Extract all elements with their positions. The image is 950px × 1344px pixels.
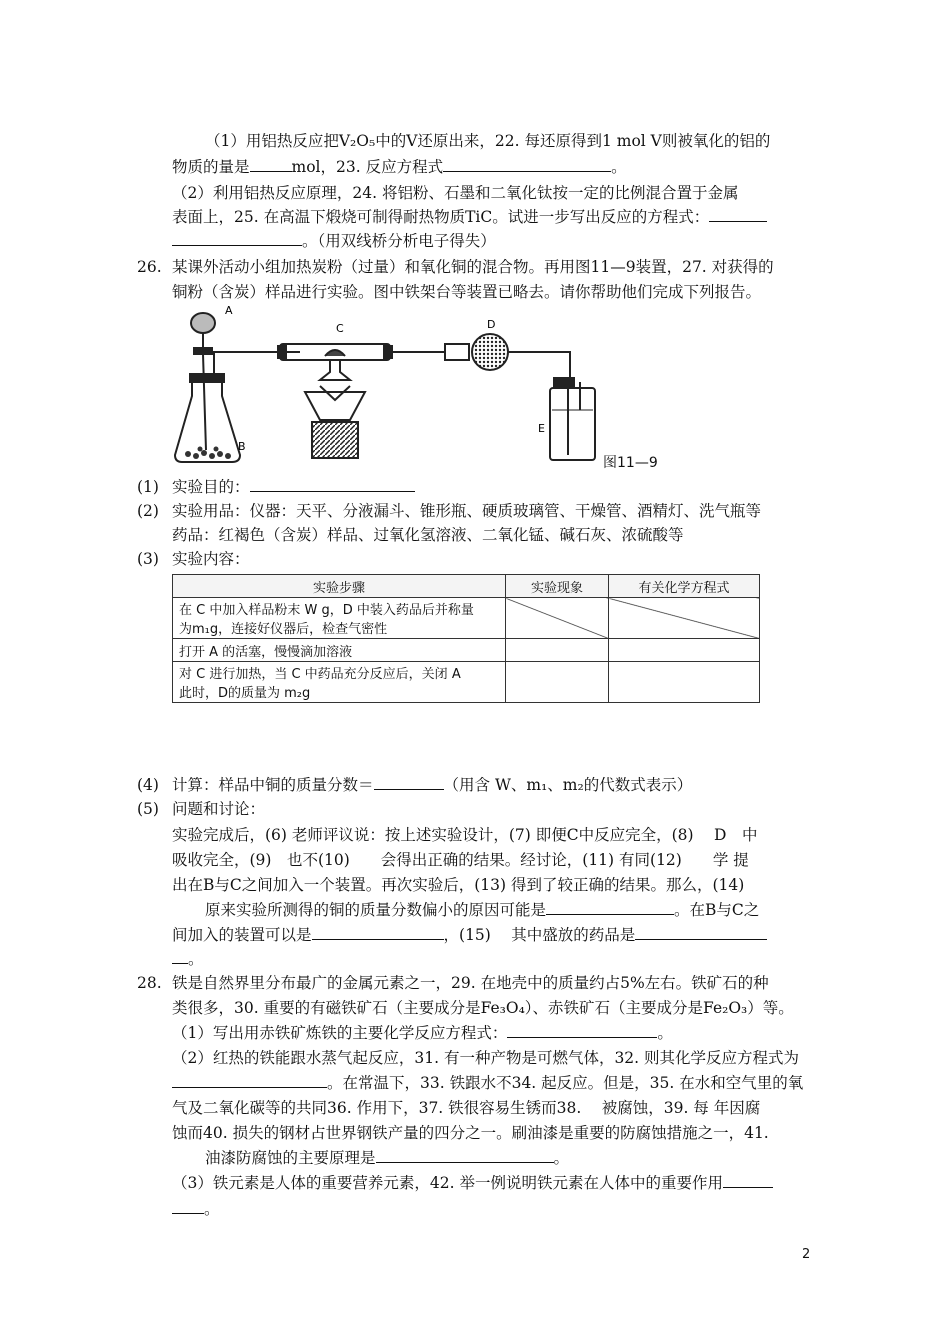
para-2-line-2: 表面上，25. 在高温下煅烧可制得耐热物质TiC。试进一步写出反应的方程式： — [172, 206, 767, 228]
answer-blank[interactable] — [172, 948, 188, 964]
q28-sub-2-line-1: （2）红热的铁能跟水蒸气起反应，31. 有一种产物是可燃气体，32. 则其化学反应方程式为 — [172, 1049, 800, 1067]
discussion-line-5: 间加入的装置可以是 ，(15) 其中盛放的药品是 — [172, 924, 767, 946]
apparatus-figure — [170, 300, 610, 470]
item-number: (2) — [137, 502, 159, 520]
label-c: C — [336, 322, 344, 335]
table-cell: 对 C 进行加热，当 C 中药品充分反应后，关闭 A 此时，D的质量为 m₂g — [173, 662, 506, 703]
answer-blank[interactable] — [546, 899, 674, 915]
item-2-line-2: 药品：红褐色（含炭）样品、过氧化氢溶液、二氧化锰、碱石灰、浓硫酸等 — [172, 526, 684, 544]
item-4: 计算：样品中铜的质量分数＝ （用含 W、m₁、m₂的代数式表示） — [172, 776, 693, 794]
answer-blank[interactable] — [709, 206, 767, 222]
figure-caption: 图11—9 — [603, 455, 658, 471]
table-header: 实验现象 — [506, 575, 609, 598]
para-2-line-1: （2）利用铝热反应原理，24. 将铝粉、石墨和二氧化钛按一定的比例混合置于金属 — [172, 184, 739, 202]
table-cell-answer[interactable] — [506, 662, 609, 703]
item-number: (3) — [137, 550, 159, 568]
answer-blank[interactable] — [172, 230, 302, 246]
table-cell-answer[interactable] — [609, 639, 760, 662]
answer-blank[interactable] — [376, 1147, 554, 1163]
page-number: 2 — [802, 1247, 811, 1262]
q28-sub-3-line-1: （3）铁元素是人体的重要营养元素，42. 举一例说明铁元素在人体中的重要作用 — [172, 1172, 773, 1194]
answer-blank[interactable] — [443, 156, 611, 172]
para-1-line-1: （1）用铝热反应把V₂O₅中的V还原出来，22. 每还原得到1 mol V则被氧化的铝的 — [205, 132, 771, 150]
label-b: B — [238, 440, 246, 453]
experiment-table — [172, 574, 760, 703]
table-cell-answer[interactable] — [506, 639, 609, 662]
q28-sub-2-line-5: 油漆防腐蚀的主要原理是 。 — [205, 1149, 570, 1167]
question-number: 26. — [137, 258, 162, 276]
item-5: 问题和讨论： — [172, 800, 266, 818]
label-e: E — [538, 422, 545, 435]
table-cell-slashed — [609, 598, 760, 639]
answer-blank[interactable] — [172, 1072, 327, 1088]
q26-line-2: 铜粉（含炭）样品进行实验。图中铁架台等装置已略去。请你帮助他们完成下列报告。 — [172, 283, 762, 301]
answer-blank[interactable] — [507, 1022, 657, 1038]
discussion-line-6: 。 — [172, 948, 204, 970]
para-2-line-3: 。（用双线桥分析电子得失） — [172, 230, 496, 252]
discussion-line-4: 原来实验所测得的铜的质量分数偏小的原因可能是 。在B与C之 — [205, 901, 760, 919]
answer-blank[interactable] — [635, 924, 767, 940]
label-a: A — [225, 304, 233, 317]
table-cell-slashed — [506, 598, 609, 639]
table-cell-answer[interactable] — [609, 662, 760, 703]
discussion-line-1: 实验完成后，(6) 老师评议说：按上述实验设计，(7) 即便C中反应完全，(8) D 中 — [172, 826, 758, 844]
label-d: D — [487, 318, 496, 331]
answer-blank[interactable] — [723, 1172, 773, 1188]
answer-blank[interactable] — [374, 774, 444, 790]
item-1: 实验目的： — [172, 476, 415, 498]
table-header: 实验步骤 — [173, 575, 506, 598]
q28-line-1: 铁是自然界里分布最广的金属元素之一，29. 在地壳中的质量约占5%左右。铁矿石的种 — [172, 974, 769, 992]
para-1-line-2: 物质的量是 mol，23. 反应方程式 。 — [172, 158, 627, 176]
item-number: (5) — [137, 800, 159, 818]
item-2-line-1: 实验用品：仪器：天平、分液漏斗、锥形瓶、硬质玻璃管、干燥管、酒精灯、洗气瓶等 — [172, 502, 762, 520]
item-number: (4) — [137, 776, 159, 794]
item-number: (1) — [137, 478, 159, 496]
q28-line-2: 类很多，30. 重要的有磁铁矿石（主要成分是Fe₃O₄）、赤铁矿石（主要成分是Fe₂O₃）等。 — [172, 999, 794, 1017]
discussion-line-2: 吸收完全，(9) 也不(10) 会得出正确的结果。经讨论，(11) 有同(12) 学 提 — [172, 851, 749, 869]
q28-sub-2-line-2: 。在常温下，33. 铁跟水不34. 起反应。但是，35. 在水和空气里的氧 — [172, 1072, 803, 1094]
table-cell: 打开 A 的活塞，慢慢滴加溶液 — [173, 639, 506, 662]
discussion-line-3: 出在B与C之间加入一个装置。再次实验后，(13) 得到了较正确的结果。那么，(14) — [172, 876, 745, 894]
item-3: 实验内容： — [172, 550, 250, 568]
q28-sub-2-line-3: 气及二氧化碳等的共同36. 作用下，37. 铁很容易生锈而38. 被腐蚀，39. 每 年因腐 — [172, 1099, 761, 1117]
q28-sub-2-line-4: 蚀而40. 损失的钢材占世界钢铁产量的四分之一。刷油漆是重要的防腐蚀措施之一，41. — [172, 1124, 769, 1142]
answer-blank[interactable] — [312, 924, 444, 940]
table-cell: 在 C 中加入样品粉末 W g，D 中装入药品后并称量 为m₁g，连接好仪器后，检查气密性 — [173, 598, 506, 639]
q28-sub-1: （1）写出用赤铁矿炼铁的主要化学反应方程式： 。 — [172, 1024, 673, 1042]
table-header: 有关化学方程式 — [609, 575, 760, 598]
answer-blank[interactable] — [250, 476, 415, 492]
q28-sub-3-line-2: 。 — [172, 1198, 220, 1220]
answer-blank[interactable] — [250, 156, 292, 172]
q26-line-1: 某课外活动小组加热炭粉（过量）和氧化铜的混合物。再用图11—9装置，27. 对获得的 — [172, 258, 774, 276]
question-number: 28. — [137, 974, 162, 992]
answer-blank[interactable] — [172, 1198, 204, 1214]
